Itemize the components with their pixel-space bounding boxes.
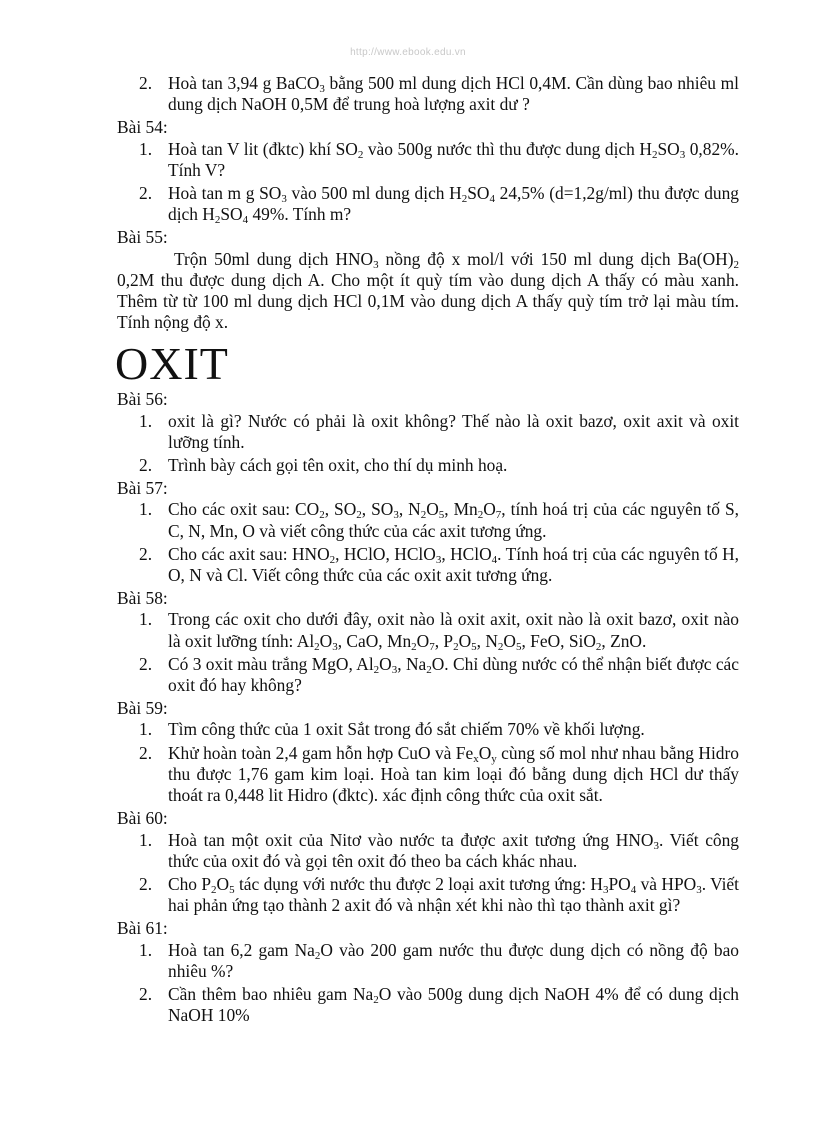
item-text: Có 3 oxit màu trắng MgO, $Al_2O_3$, $Na_2O$. Chỉ dùng nước có thể nhận biết được các oxit đó hay không? — [168, 653, 739, 696]
exercise-title: Bài 57: — [117, 478, 168, 499]
section-heading: OXIT — [115, 338, 229, 390]
exercise-title: Bài 56: — [117, 389, 168, 410]
exercise-paragraph: Trộn 50ml dung dịch $HNO_3$ nồng độ x mol/l với 150 ml dung dịch $Ba(OH)_2$ 0,2M thu được dung dịch A. Cho một ít quỳ tím vào dung dịch A thấy có màu xanh. Thêm từ từ 100 ml dung dịch HCl 0,1M vào dung dịch A thấy quỳ tím trở lại màu tím. Tính nộng độ x. — [117, 248, 739, 333]
item-number: 1. — [139, 939, 153, 960]
item-number: 2. — [139, 653, 153, 674]
item-number: 2. — [139, 742, 153, 763]
item-number: 1. — [139, 499, 153, 520]
item-number: 1. — [139, 410, 153, 431]
exercise-title: Bài 54: — [117, 117, 168, 138]
item-text: Trình bày cách gọi tên oxit, cho thí dụ minh hoạ. — [168, 455, 508, 476]
item-number: 2. — [139, 455, 153, 476]
exercise-title: Bài 61: — [117, 918, 168, 939]
exercise-title: Bài 58: — [117, 588, 168, 609]
exercise-item — [117, 609, 739, 651]
item-text: Tìm công thức của 1 oxit Sắt trong đó sắt chiếm 70% về khối lượng. — [168, 719, 645, 740]
exercise-item — [117, 139, 739, 181]
exercise-title: Bài 59: — [117, 698, 168, 719]
item-text: oxit là gì? Nước có phải là oxit không? Thế nào là oxit bazơ, oxit axit và oxit lưỡng tính. — [168, 410, 739, 452]
exercise-item — [117, 73, 739, 115]
exercise-item — [117, 984, 739, 1026]
item-text: Cho $P_2O_5$ tác dụng với nước thu được 2 loại axit tương ứng: $H_3PO_4$ và $HPO_3$. Viết hai phản ứng tạo thành 2 axit đó và nhận xét khi nào thì tạo thành axit gì? — [168, 873, 739, 916]
document-body — [117, 73, 739, 1028]
item-text: Hoà tan một oxit của Nitơ vào nước ta được axit tương ứng $HNO_3$. Viết công thức của oxit đó và gọi tên oxit đó theo ba cách khác nhau. — [168, 829, 740, 871]
item-text: Hoà tan m g $SO_3$ vào 500 ml dung dịch $H_2SO_4$ 24,5% (d=1,2g/ml) thu được dung dịch $H_2SO_4$ 49%. Tính m? — [168, 183, 739, 227]
item-number: 2. — [139, 983, 153, 1004]
exercise-title: Bài 60: — [117, 808, 168, 829]
item-number: 1. — [139, 609, 153, 630]
exercise-item — [117, 499, 739, 541]
exercise-item — [117, 940, 739, 982]
exercise-title: Bài 55: — [117, 227, 168, 248]
item-number: 2. — [139, 873, 153, 894]
item-text: Cho các oxit sau: $CO_2$, $SO_2$, $SO_3$, $N_2O_5$, $Mn_2O_7$, tính hoá trị của các nguyên tố S, C, N, Mn, O và viết công thức của các axit tương ứng. — [168, 499, 739, 541]
item-text: Cho các axit sau: $HNO_2$, HClO, HClO$_3$, HClO$_4$. Tính hoá trị của các nguyên tố H, O, N và Cl. Viết công thức của các oxit axit tương ứng. — [168, 543, 739, 586]
exercise-item — [117, 743, 739, 807]
exercise-item — [117, 719, 739, 740]
exercise-item — [117, 830, 739, 872]
item-number: 2. — [139, 543, 153, 564]
exercise-item — [117, 544, 739, 586]
watermark-url: http://www.ebook.edu.vn — [350, 47, 466, 58]
item-text: Hoà tan 3,94 g BaCO$_3$ bằng 500 ml dung dịch HCl 0,4M. Cần dùng bao nhiêu ml dung dịch NaOH 0,5M để trung hoà lượng axit dư ? — [168, 73, 739, 115]
exercise-item — [117, 411, 739, 453]
item-text: Hoà tan V lit (đktc) khí $SO_2$ vào 500g nước thì thu được dung dịch $H_2SO_3$ 0,82%. Tính V? — [168, 138, 739, 180]
item-text: Khử hoàn toàn 2,4 gam hỗn hợp CuO và $Fe_xO_y$ cùng số mol như nhau bằng Hidro thu được 1,76 gam kim loại. Hoà tan kim loại đó bằng dung dịch HCl dư thấy thoát ra 0,448 lit Hidro (đktc). xác định công thức của oxit sắt. — [168, 742, 739, 806]
exercise-item — [117, 874, 739, 916]
item-number: 1. — [139, 138, 153, 159]
item-number: 2. — [139, 183, 153, 204]
exercise-item — [117, 654, 739, 696]
exercise-item — [117, 455, 739, 476]
item-text: Hoà tan 6,2 gam $Na_2O$ vào 200 gam nước thu được dung dịch có nồng độ bao nhiêu %? — [168, 939, 739, 981]
exercise-item — [117, 183, 739, 225]
item-text: Trong các oxit cho dưới đây, oxit nào là oxit axit, oxit nào là oxit bazơ, oxit nào là oxit lưỡng tính: $Al_2O_3$, CaO, $Mn_2O_7$, $P_2O_5$, $N_2O_5$, FeO, SiO$_2$, ZnO. — [168, 609, 739, 653]
item-number: 1. — [139, 829, 153, 850]
item-text: Cần thêm bao nhiêu gam $Na_2O$ vào 500g dung dịch NaOH 4% để có dung dịch NaOH 10% — [168, 983, 739, 1026]
item-number: 2. — [139, 73, 153, 93]
item-number: 1. — [139, 719, 153, 740]
